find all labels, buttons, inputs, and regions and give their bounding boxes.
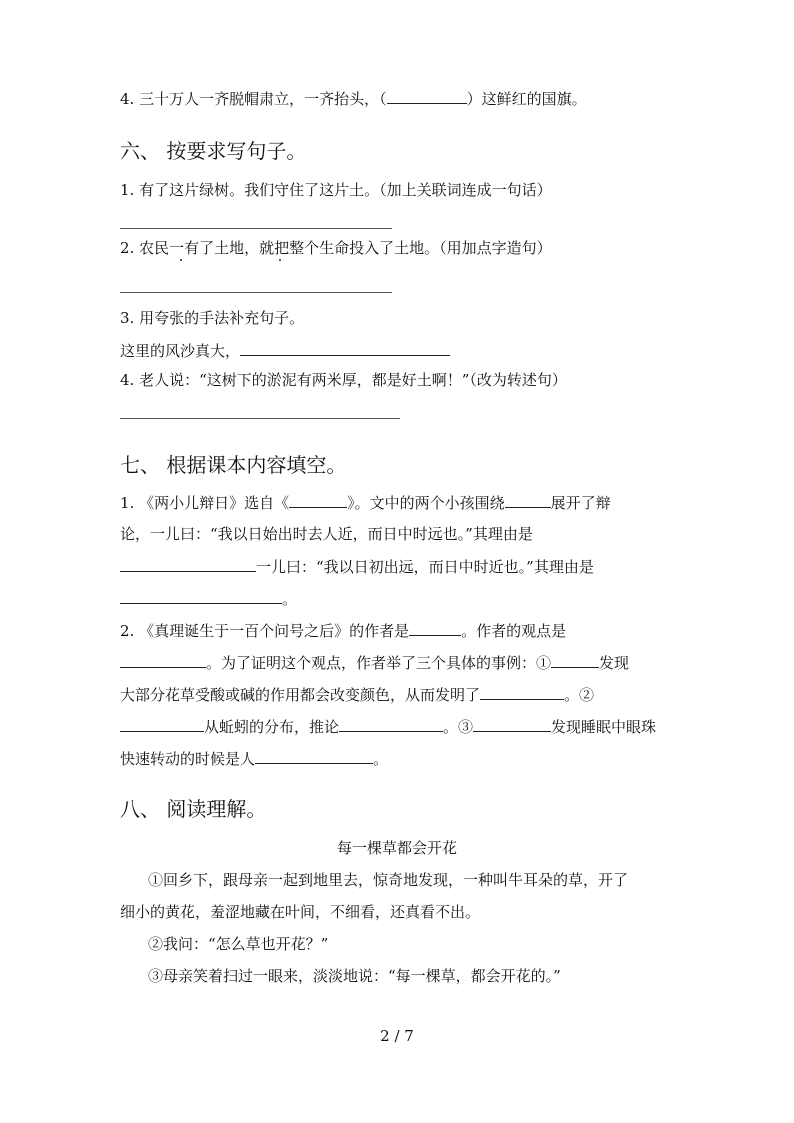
question-text: 大部分花草受酸或碱的作用都会改变颜色，从而发明了 (120, 686, 481, 704)
question-7-1-line3 (120, 556, 594, 577)
answer-line[interactable] (120, 228, 392, 229)
question-7-1-line2: 论，一儿曰：“我以日始出时去人近，而日中时远也。”其理由是 (120, 525, 533, 543)
fill-blank[interactable] (120, 588, 282, 604)
question-7-2-line5 (120, 748, 388, 769)
question-text: 1. 《两小儿辩日》选自《 (120, 494, 290, 512)
question-text: 》。文中的两个小孩围绕 (347, 494, 505, 512)
section-8-heading: 八、 阅读理解。 (120, 797, 267, 821)
question-6-3-sentence (120, 340, 450, 361)
question-text: 。作者的观点是 (461, 622, 567, 640)
question-7-1-line4 (120, 588, 297, 609)
emphasis-dot (180, 259, 182, 261)
fill-blank[interactable] (409, 620, 461, 636)
passage-title: 每一棵草都会开花 (336, 839, 457, 857)
fill-blank[interactable] (120, 716, 204, 732)
question-text: 一儿曰：“我以日初出远，而日中时近也。”其理由是 (256, 558, 594, 576)
question-text: ）这鲜红的国旗。 (466, 90, 587, 108)
question-text: 。为了证明这个观点，作者举了三个具体的事例：① (206, 654, 552, 672)
question-6-1: 1. 有了这片绿树。我们守住了这片土。（加上关联词连成一句话） (120, 181, 552, 199)
question-6-4: 4. 老人说：“这树下的淤泥有两米厚，都是好土啊！”（改为转述句） (120, 371, 567, 389)
fill-blank[interactable] (387, 88, 467, 104)
page-number: 2 / 7 (380, 1027, 414, 1045)
fill-blank[interactable] (240, 340, 450, 356)
fill-blank[interactable] (289, 492, 347, 508)
question-text: 发现睡眠中眼珠 (551, 718, 657, 736)
section-7-heading: 七、 根据课本内容填空。 (120, 453, 347, 477)
fill-blank[interactable] (505, 492, 551, 508)
question-7-2-line3 (120, 684, 594, 705)
question-5-4 (120, 88, 587, 109)
question-text: 发现 (599, 654, 630, 672)
question-7-1-line1 (120, 492, 611, 513)
fill-blank[interactable] (473, 716, 551, 732)
question-text: 2. 《真理诞生于一百个问号之后》的作者是 (120, 622, 410, 640)
question-text: 。③ (443, 718, 474, 736)
question-text: 。 (282, 590, 298, 608)
emphasis-dot (279, 259, 281, 261)
question-text: 从蚯蚓的分布，推论 (204, 718, 340, 736)
question-text: 。 (373, 750, 389, 768)
fill-blank[interactable] (480, 684, 564, 700)
question-6-2: 2. 农民一有了土地，就把整个生命投入了土地。（用加点字造句） (120, 239, 552, 257)
question-7-2-line2 (120, 652, 629, 673)
question-7-2-line1 (120, 620, 566, 641)
passage-paragraph-2: ②我问：“怎么草也开花？” (148, 935, 329, 953)
passage-paragraph-3: ③母亲笑着扫过一眼来，淡淡地说：“每一棵草，都会开花的。” (148, 967, 561, 985)
question-text: 快速转动的时候是人 (120, 750, 256, 768)
passage-paragraph-1-cont: 细小的黄花，羞涩地藏在叶间，不细看，还真看不出。 (120, 903, 481, 921)
answer-line[interactable] (120, 292, 392, 293)
question-text: 4. 三十万人一齐脱帽肃立，一齐抬头，（ (120, 90, 387, 108)
question-text: 这里的风沙真大， (120, 342, 241, 360)
question-7-2-line4 (120, 716, 656, 737)
question-6-3: 3. 用夸张的手法补充句子。 (120, 309, 305, 327)
section-6-heading: 六、 按要求写句子。 (120, 139, 307, 163)
fill-blank[interactable] (120, 556, 256, 572)
fill-blank[interactable] (255, 748, 373, 764)
question-text: 展开了辩 (550, 494, 611, 512)
fill-blank[interactable] (551, 652, 599, 668)
fill-blank[interactable] (339, 716, 443, 732)
fill-blank[interactable] (120, 652, 206, 668)
passage-paragraph-1: ①回乡下，跟母亲一起到地里去，惊奇地发现，一种叫牛耳朵的草，开了 (148, 871, 629, 889)
question-text: 。② (564, 686, 595, 704)
answer-line[interactable] (120, 418, 400, 419)
